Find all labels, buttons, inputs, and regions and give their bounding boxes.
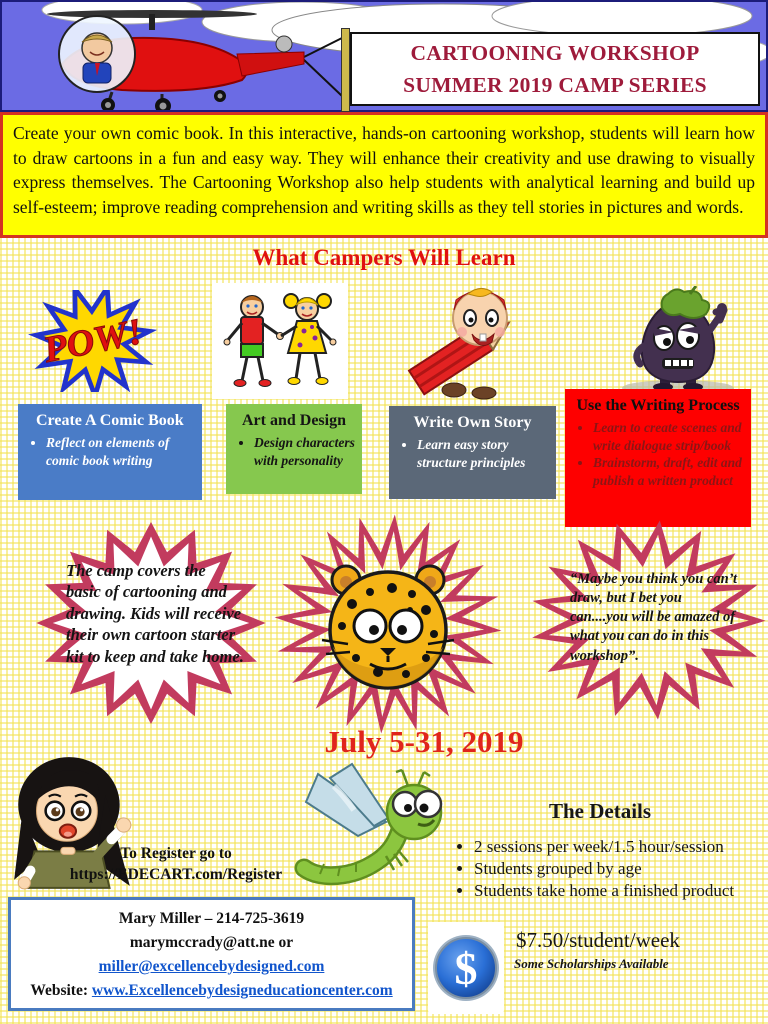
details-item: • 2 sessions per week/1.5 hour/session bbox=[474, 836, 768, 858]
details-list bbox=[452, 836, 768, 901]
card-bullet: • Design characters with personality bbox=[254, 434, 356, 469]
learn-card-art-design bbox=[226, 404, 362, 494]
contact-email-link[interactable]: miller@excellencebydesigned.com bbox=[98, 958, 325, 976]
starburst-right bbox=[528, 518, 768, 722]
header-banner bbox=[0, 0, 768, 112]
contact-email-alt: marymccrady@att.ne or bbox=[129, 934, 294, 952]
page-title-line1: CARTOONING WORKSHOP bbox=[410, 40, 700, 65]
kids-clipart bbox=[212, 283, 348, 399]
pow-text: POW! bbox=[39, 311, 147, 371]
details-item: • Students grouped by age bbox=[474, 858, 768, 880]
learn-card-comic-book bbox=[18, 404, 202, 500]
learn-card-write-story bbox=[389, 406, 556, 499]
card-bullet: • Learn easy story structure principles bbox=[417, 436, 550, 471]
register-url[interactable]: https://EDECART.com/Register bbox=[69, 865, 283, 883]
card-bullet: • Learn to create scenes and write dialogue strip/book bbox=[593, 419, 745, 454]
price-text: $7.50/student/week bbox=[516, 928, 680, 952]
camp-kit-text: The camp covers the basic of cartooning and drawing. Kids will receive their own cartoon starter kit to keep and take home. bbox=[66, 561, 244, 666]
card-title: Art and Design bbox=[241, 412, 346, 429]
date-heading: July 5-31, 2019 bbox=[324, 724, 524, 759]
card-title: Write Own Story bbox=[413, 414, 532, 431]
details-item: • Students take home a finished product bbox=[474, 880, 768, 902]
banner-pole bbox=[341, 28, 350, 112]
starburst-left bbox=[34, 520, 268, 726]
website-link[interactable]: www.Excellencebydesigneducationcenter.com bbox=[91, 982, 393, 1000]
card-bullet-list bbox=[571, 419, 745, 489]
card-bullet-list bbox=[232, 434, 356, 469]
register-line: To Register go to bbox=[120, 845, 232, 862]
card-bullet-list bbox=[24, 434, 196, 469]
card-bullet-list bbox=[395, 436, 550, 471]
title-sign bbox=[350, 32, 760, 106]
leopard-clipart bbox=[308, 552, 468, 702]
intro-box bbox=[0, 112, 768, 238]
card-bullet: • Reflect on elements of comic book writing bbox=[46, 434, 196, 469]
scholarship-note: Some Scholarships Available bbox=[514, 956, 669, 971]
eggplant-clipart bbox=[610, 286, 746, 398]
pow-burst-icon bbox=[22, 290, 164, 392]
dollar-sign-icon bbox=[428, 922, 504, 1014]
contact-box bbox=[8, 897, 415, 1011]
baby-pencil-clipart bbox=[396, 276, 534, 400]
details-heading: The Details bbox=[548, 799, 652, 823]
quote-text: “Maybe you think you can’t draw, but I bet you can....you will be amazed of what you can do in this workshop”. bbox=[570, 571, 738, 664]
card-title: Use the Writing Process bbox=[576, 397, 740, 414]
dollar-glyph: $ bbox=[454, 943, 478, 994]
website-label: Website: bbox=[30, 982, 88, 1000]
section-heading-learn: What Campers Will Learn bbox=[252, 245, 516, 270]
intro-paragraph: Create your own comic book. In this interactive, hands-on cartooning workshop, students will learn how to draw cartoons in a fun and easy way. They will enhance their creativity and use drawing to visually express themselves. The Cartooning Workshop also help students with analytical learning and build up self-esteem; improve reading comprehension and writing skills as they tell stories in pictures and words. bbox=[13, 123, 755, 217]
contact-name-phone: Mary Miller – 214-725-3619 bbox=[118, 910, 305, 927]
dragonfly-clipart bbox=[290, 760, 462, 892]
register-block bbox=[30, 844, 322, 886]
card-bullet: • Brainstorm, draft, edit and publish a written product bbox=[593, 454, 745, 489]
starburst-middle bbox=[272, 512, 504, 736]
page-title-line2: SUMMER 2019 CAMP SERIES bbox=[403, 73, 707, 97]
card-title: Create A Comic Book bbox=[36, 412, 184, 429]
learn-card-writing-process bbox=[565, 389, 751, 527]
